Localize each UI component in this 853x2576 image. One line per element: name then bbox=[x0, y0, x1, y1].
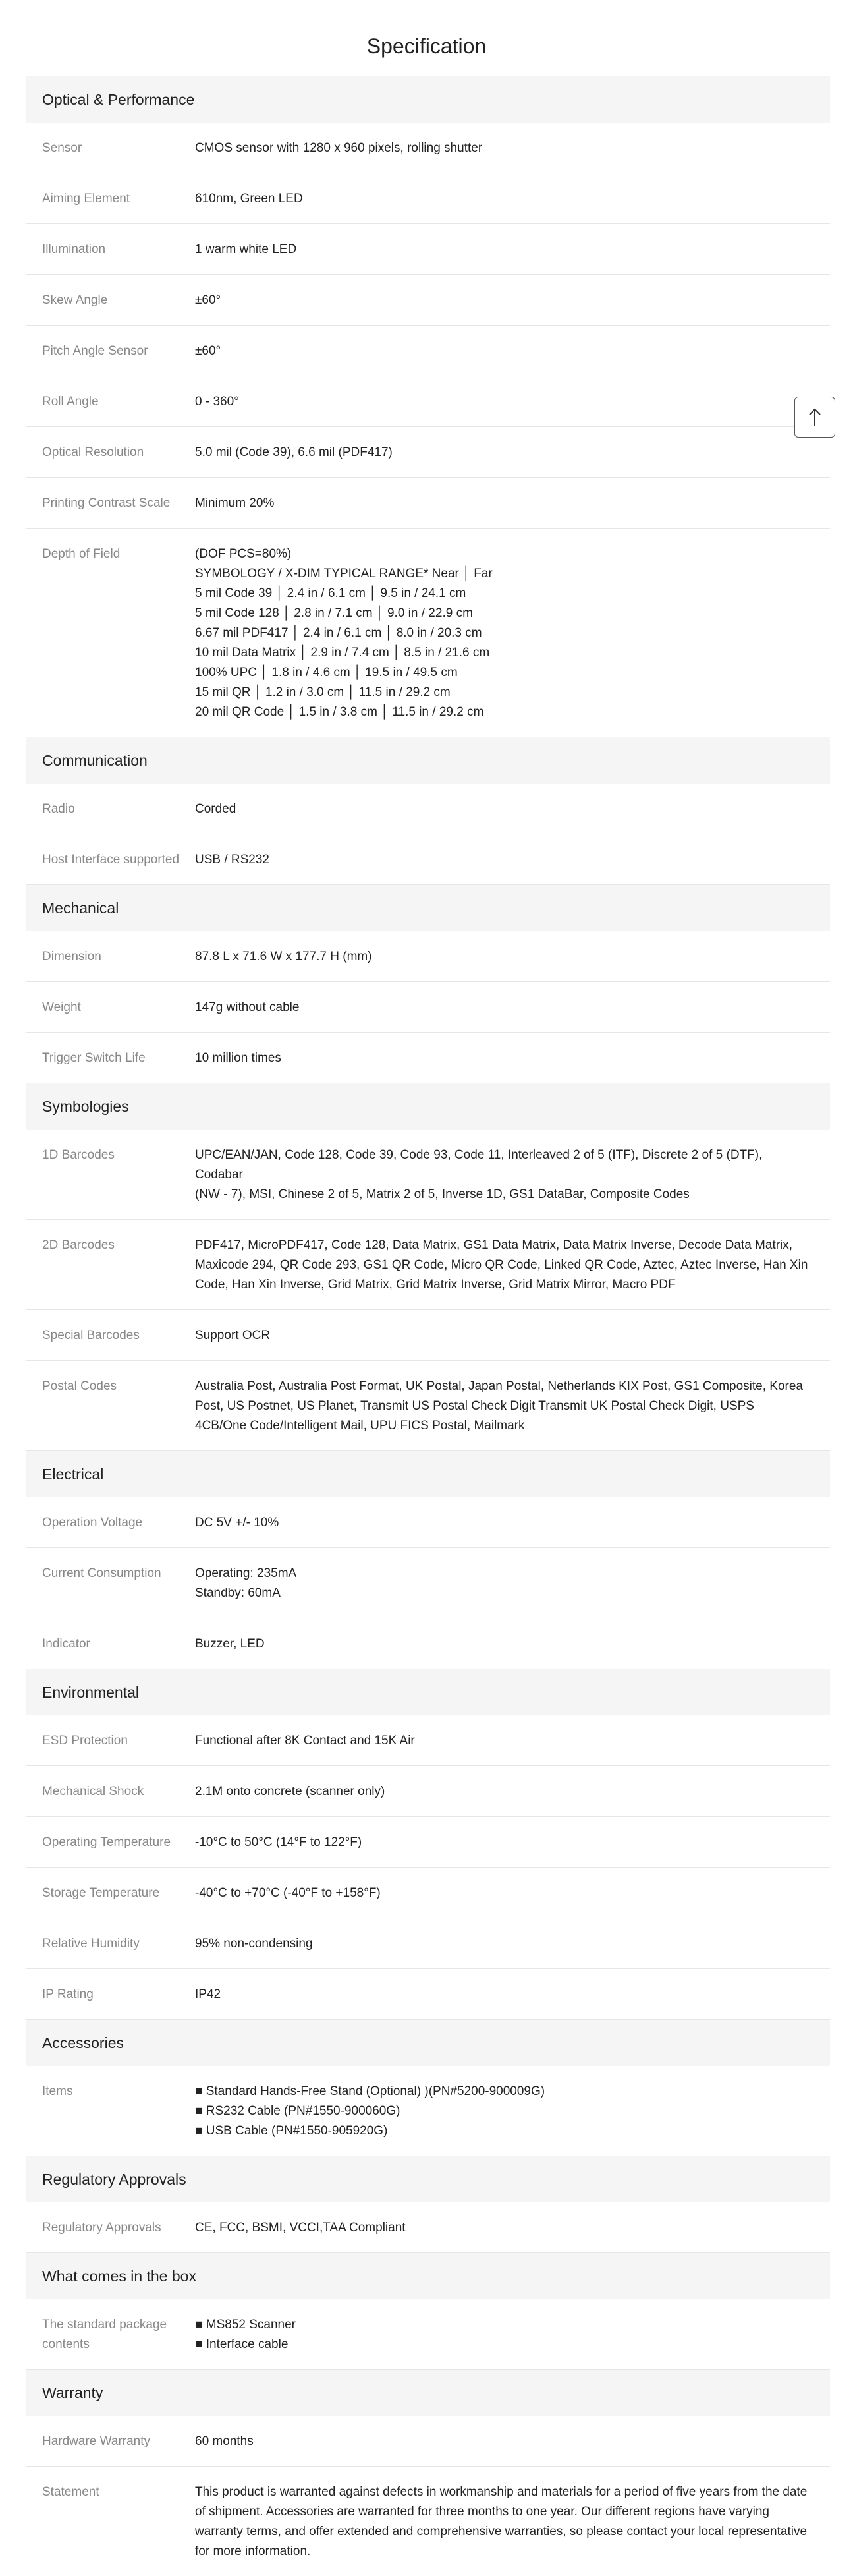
dof-line: 100% UPC │ 1.8 in / 4.6 cm │ 19.5 in / 49.5 cm bbox=[195, 666, 458, 679]
spec-label: Special Barcodes bbox=[42, 1329, 140, 1342]
spec-label: Mechanical Shock bbox=[42, 1785, 144, 1798]
value-line: PDF417, MicroPDF417, Code 128, Data Matrix, GS1 Data Matrix, Data Matrix Inverse, Decode Data Matrix, bbox=[195, 1238, 793, 1252]
dof-line: 5 mil Code 128 │ 2.8 in / 7.1 cm │ 9.0 in / 22.9 cm bbox=[195, 606, 473, 620]
spec-label: Host Interface supported bbox=[42, 853, 180, 867]
list-item: ■ MS852 Scanner bbox=[195, 2318, 296, 2332]
spec-label: Sensor bbox=[42, 141, 82, 155]
section-heading-symbologies: Symbologies bbox=[26, 1083, 830, 1130]
spec-row-sensor bbox=[26, 123, 830, 173]
spec-label: IP Rating bbox=[42, 1988, 94, 2001]
spec-row-contrast bbox=[26, 478, 830, 529]
spec-row-illumination bbox=[26, 224, 830, 275]
spec-row-weight bbox=[26, 982, 830, 1033]
spec-row-esd bbox=[26, 1715, 830, 1766]
back-to-top-button[interactable] bbox=[794, 397, 835, 438]
spec-value: 2.1M onto concrete (scanner only) bbox=[195, 1785, 385, 1798]
spec-label: Postal Codes bbox=[42, 1379, 117, 1393]
section-heading-optical: Optical & Performance bbox=[26, 76, 830, 123]
spec-row-regulatory-approvals bbox=[26, 2202, 830, 2253]
spec-value: Support OCR bbox=[195, 1329, 271, 1342]
spec-table bbox=[26, 76, 830, 2576]
spec-value bbox=[195, 2315, 830, 2355]
spec-value: Buzzer, LED bbox=[195, 1637, 265, 1651]
spec-row-special-barcodes bbox=[26, 1310, 830, 1361]
spec-label: The standard package contents bbox=[42, 2318, 167, 2351]
page-title: Specification bbox=[366, 34, 487, 58]
spec-label: Statement bbox=[42, 2485, 99, 2499]
spec-value: DC 5V +/- 10% bbox=[195, 1516, 279, 1530]
list-item: ■ RS232 Cable (PN#1550-900060G) bbox=[195, 2104, 400, 2118]
spec-value: 10 million times bbox=[195, 1051, 281, 1065]
spec-value: Corded bbox=[195, 802, 236, 816]
value-line: UPC/EAN/JAN, Code 128, Code 39, Code 93, Code 11, Interleaved 2 of 5 (ITF), Discrete 2 of 5 (DTF), Codabar bbox=[195, 1148, 763, 1182]
spec-row-pitch bbox=[26, 326, 830, 376]
spec-label: Hardware Warranty bbox=[42, 2434, 151, 2448]
section-heading-environmental: Environmental bbox=[26, 1669, 830, 1715]
spec-row-roll bbox=[26, 376, 830, 427]
arrow-up-icon bbox=[806, 407, 823, 427]
section-heading-warranty: Warranty bbox=[26, 2370, 830, 2416]
spec-label: Printing Contrast Scale bbox=[42, 496, 171, 510]
spec-label: ESD Protection bbox=[42, 1734, 128, 1748]
spec-label: 2D Barcodes bbox=[42, 1238, 115, 1252]
value-line: Post, US Postnet, US Planet, Transmit US Postal Check Digit Transmit UK Postal Check Digit, USPS bbox=[195, 1399, 754, 1413]
spec-label: Items bbox=[42, 2084, 73, 2098]
spec-label: Operating Temperature bbox=[42, 1835, 171, 1849]
spec-label: Depth of Field bbox=[42, 547, 121, 561]
spec-value: -40°C to +70°C (-40°F to +158°F) bbox=[195, 1886, 381, 1900]
list-item: ■ Interface cable bbox=[195, 2337, 289, 2351]
value-line: Maxicode 294, QR Code 293, GS1 QR Code, Micro QR Code, Linked QR Code, Aztec, Aztec Inverse, Han Xin bbox=[195, 1258, 808, 1272]
spec-value bbox=[195, 1236, 830, 1295]
spec-row-1d-barcodes bbox=[26, 1130, 830, 1220]
spec-label: Regulatory Approvals bbox=[42, 2221, 161, 2235]
dof-line: SYMBOLOGY / X-DIM TYPICAL RANGE* Near │ Far bbox=[195, 567, 493, 581]
spec-row-dof bbox=[26, 529, 830, 737]
value-line: (NW - 7), MSI, Chinese 2 of 5, Matrix 2 of 5, Inverse 1D, GS1 DataBar, Composite Codes bbox=[195, 1188, 690, 1201]
spec-value bbox=[195, 1145, 830, 1205]
value-line: Standby: 60mA bbox=[195, 1586, 281, 1600]
section-heading-mechanical: Mechanical bbox=[26, 885, 830, 931]
spec-row-hardware-warranty bbox=[26, 2416, 830, 2467]
spec-value: This product is warranted against defects in workmanship and materials for a period of five years from the date of shipment. Accessories are warranted for three months to one year. Our different regions have varying warranty terms, and offer extended and comprehensive warranties, so please contact your local representative for more information. bbox=[195, 2485, 808, 2558]
spec-value: USB / RS232 bbox=[195, 853, 269, 867]
dof-line: 6.67 mil PDF417 │ 2.4 in / 6.1 cm │ 8.0 in / 20.3 cm bbox=[195, 626, 482, 640]
list-item: ■ Standard Hands-Free Stand (Optional) )(PN#5200-900009G) bbox=[195, 2084, 545, 2098]
spec-label: Aiming Element bbox=[42, 192, 130, 206]
spec-label: Radio bbox=[42, 802, 75, 816]
section-heading-box: What comes in the box bbox=[26, 2253, 830, 2299]
spec-value: IP42 bbox=[195, 1988, 221, 2001]
spec-row-shock bbox=[26, 1766, 830, 1817]
section-heading-accessories: Accessories bbox=[26, 2020, 830, 2066]
spec-row-ip-rating bbox=[26, 1969, 830, 2020]
dof-line: 5 mil Code 39 │ 2.4 in / 6.1 cm │ 9.5 in / 24.1 cm bbox=[195, 587, 466, 600]
spec-row-storage-temperature bbox=[26, 1868, 830, 1918]
spec-label: 1D Barcodes bbox=[42, 1148, 115, 1162]
spec-row-items bbox=[26, 2066, 830, 2156]
spec-row-aiming bbox=[26, 173, 830, 224]
spec-row-statement bbox=[26, 2467, 830, 2576]
spec-label: Trigger Switch Life bbox=[42, 1051, 146, 1065]
spec-label: Pitch Angle Sensor bbox=[42, 344, 148, 358]
spec-value: Functional after 8K Contact and 15K Air bbox=[195, 1734, 415, 1748]
spec-value: CMOS sensor with 1280 x 960 pixels, rolling shutter bbox=[195, 141, 483, 155]
spec-label: Roll Angle bbox=[42, 395, 99, 409]
value-line: Operating: 235mA bbox=[195, 1566, 297, 1580]
spec-value bbox=[195, 1564, 830, 1603]
spec-label: Skew Angle bbox=[42, 293, 108, 307]
spec-value: 147g without cable bbox=[195, 1000, 300, 1014]
spec-row-host bbox=[26, 834, 830, 885]
spec-value bbox=[195, 1377, 830, 1436]
section-heading-electrical: Electrical bbox=[26, 1451, 830, 1497]
section-heading-regulatory: Regulatory Approvals bbox=[26, 2156, 830, 2202]
spec-label: Optical Resolution bbox=[42, 445, 144, 459]
spec-value: 5.0 mil (Code 39), 6.6 mil (PDF417) bbox=[195, 445, 393, 459]
spec-row-2d-barcodes bbox=[26, 1220, 830, 1310]
dof-line: (DOF PCS=80%) bbox=[195, 547, 292, 561]
spec-value: ±60° bbox=[195, 293, 221, 307]
spec-row-dimension bbox=[26, 931, 830, 982]
dof-line: 20 mil QR Code │ 1.5 in / 3.8 cm │ 11.5 in / 29.2 cm bbox=[195, 705, 484, 719]
spec-value bbox=[195, 544, 830, 722]
spec-row-skew bbox=[26, 275, 830, 326]
value-line: Australia Post, Australia Post Format, UK Postal, Japan Postal, Netherlands KIX Post, GS1 Composite, Korea bbox=[195, 1379, 803, 1393]
spec-row-resolution bbox=[26, 427, 830, 478]
spec-value: 1 warm white LED bbox=[195, 243, 297, 256]
spec-row-postal-codes bbox=[26, 1361, 830, 1451]
value-line: 4CB/One Code/Intelligent Mail, UPU FICS Postal, Mailmark bbox=[195, 1419, 525, 1433]
value-line: Code, Han Xin Inverse, Grid Matrix, Grid Matrix Inverse, Grid Matrix Mirror, Macro PDF bbox=[195, 1278, 676, 1292]
spec-value: ±60° bbox=[195, 344, 221, 358]
spec-value: 0 - 360° bbox=[195, 395, 239, 409]
spec-row-indicator bbox=[26, 1618, 830, 1669]
list-item: ■ USB Cable (PN#1550-905920G) bbox=[195, 2124, 388, 2138]
spec-label: Indicator bbox=[42, 1637, 90, 1651]
spec-value: 610nm, Green LED bbox=[195, 192, 303, 206]
spec-label: Operation Voltage bbox=[42, 1516, 143, 1530]
spec-value: Minimum 20% bbox=[195, 496, 275, 510]
spec-row-trigger bbox=[26, 1033, 830, 1083]
spec-row-humidity bbox=[26, 1918, 830, 1969]
spec-value: CE, FCC, BSMI, VCCI,TAA Compliant bbox=[195, 2221, 406, 2235]
spec-row-current bbox=[26, 1548, 830, 1618]
spec-label: Relative Humidity bbox=[42, 1937, 140, 1951]
spec-label: Current Consumption bbox=[42, 1566, 161, 1580]
spec-row-voltage bbox=[26, 1497, 830, 1548]
dof-line: 15 mil QR │ 1.2 in / 3.0 cm │ 11.5 in / 29.2 cm bbox=[195, 685, 451, 699]
spec-label: Dimension bbox=[42, 950, 101, 963]
spec-label: Storage Temperature bbox=[42, 1886, 160, 1900]
spec-row-package-contents bbox=[26, 2299, 830, 2370]
spec-row-radio bbox=[26, 784, 830, 834]
spec-label: Weight bbox=[42, 1000, 81, 1014]
section-heading-communication: Communication bbox=[26, 737, 830, 784]
spec-value: 95% non-condensing bbox=[195, 1937, 313, 1951]
dof-line: 10 mil Data Matrix │ 2.9 in / 7.4 cm │ 8.5 in / 21.6 cm bbox=[195, 646, 490, 660]
spec-label: Illumination bbox=[42, 243, 106, 256]
spec-value bbox=[195, 2082, 830, 2141]
spec-value: -10°C to 50°C (14°F to 122°F) bbox=[195, 1835, 362, 1849]
spec-value: 87.8 L x 71.6 W x 177.7 H (mm) bbox=[195, 950, 372, 963]
spec-value: 60 months bbox=[195, 2434, 254, 2448]
spec-row-operating-temperature bbox=[26, 1817, 830, 1868]
